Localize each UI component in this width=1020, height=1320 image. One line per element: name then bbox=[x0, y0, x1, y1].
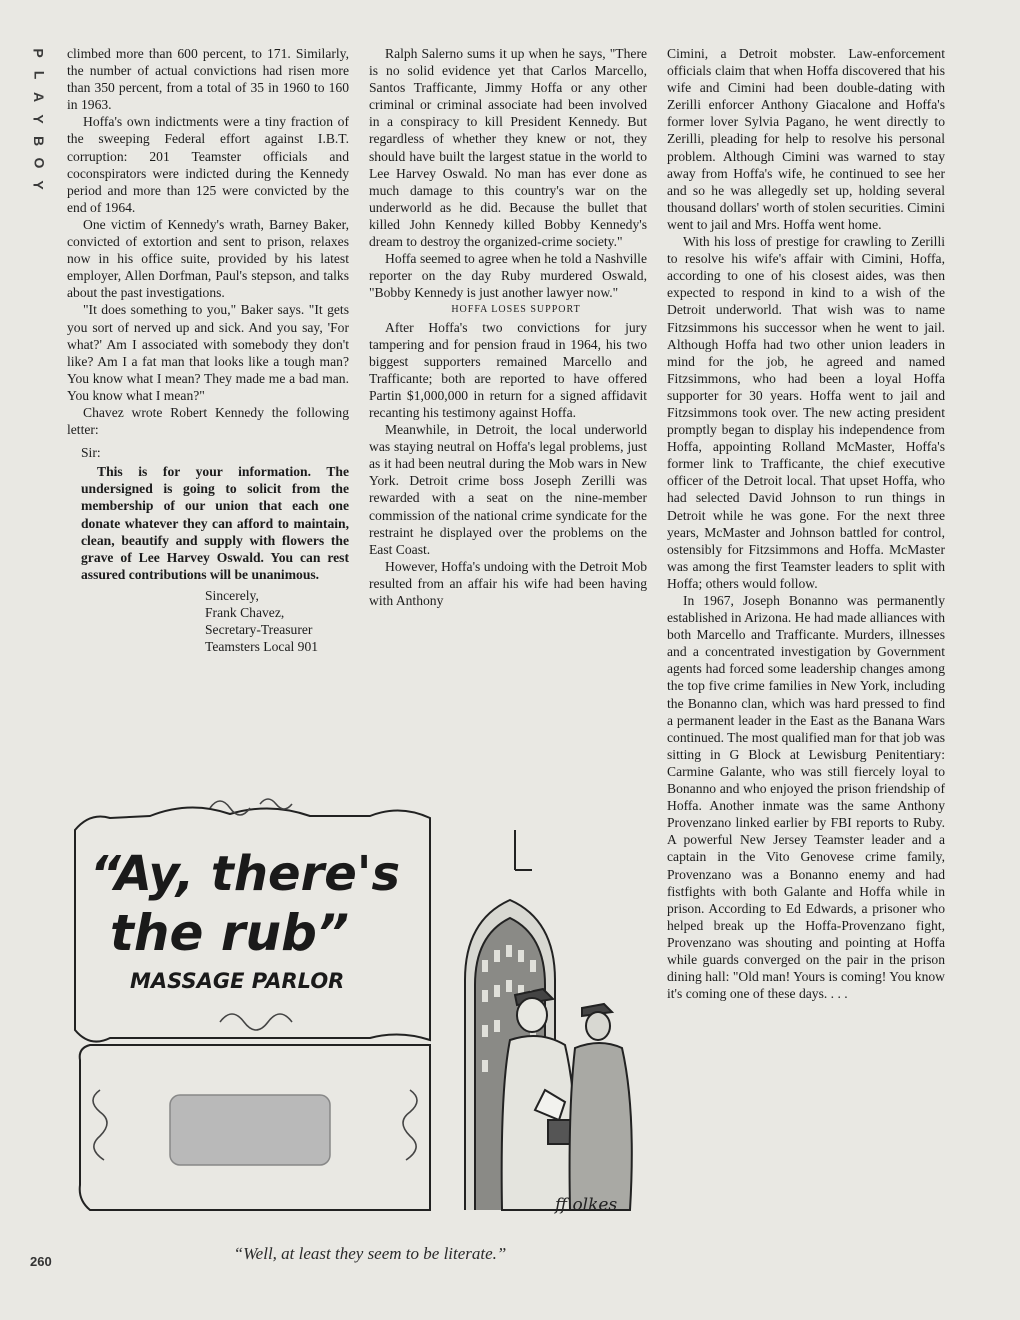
cartoon-caption: “Well, at least they seem to be literate.” bbox=[233, 1244, 507, 1263]
article-column-2 bbox=[369, 45, 647, 609]
spine-letter: L bbox=[31, 70, 47, 80]
signature-title: Secretary-Treasurer bbox=[205, 622, 313, 638]
letter-signature bbox=[205, 587, 349, 655]
sign-text-line3: MASSAGE PARLOR bbox=[130, 969, 345, 993]
paragraph: Hoffa seemed to agree when he told a Nashville reporter on the day Ruby murdered Oswald, "Bobby Kennedy is just another lawyer now." bbox=[369, 251, 647, 301]
paragraph: Chavez wrote Robert Kennedy the following letter: bbox=[67, 404, 349, 438]
cartoon-illustration bbox=[70, 790, 650, 1230]
paragraph: Meanwhile, in Detroit, the local underworld was staying neutral on Hoffa's legal problems, just as it had been neutral during the Mob wars in New York. Detroit crime boss Joseph Zerilli was rewarded with a seat on the nine-member commission of the national crime syndicate for the restraint he displayed over the problems on the East Coast. bbox=[369, 422, 647, 557]
sign-text-line1: “Ay, there's bbox=[90, 846, 401, 902]
sign-text-line2: the rub” bbox=[110, 904, 350, 962]
signature-name: Frank Chavez, bbox=[205, 605, 285, 620]
paragraph: climbed more than 600 percent, to 171. Similarly, the number of actual convictions had risen more than 350 percent, from a total of 35 in 1960 to 160 in 1963. bbox=[67, 46, 349, 113]
paragraph: Ralph Salerno sums it up when he says, "There is no solid evidence yet that Carlos Marcello, Santos Trafficante, Jimmy Hoffa or any other criminal or criminal associate had been involved in a conspiracy to kill President Kennedy. But regardless of whether they knew or not, they should have built the largest statue in the world to Lee Harvey Oswald. No man has ever done as much damage to this country's war on the underworld as he did. Because the bullet that killed John Kennedy killed Bobby Kennedy's dream to destroy the organized-crime society." bbox=[369, 46, 647, 250]
signature-close: Sincerely, bbox=[205, 587, 259, 603]
artist-signature: ff olkes bbox=[555, 1195, 618, 1215]
paragraph: "It does something to you," Baker says. "It gets you sort of nerved up and sick. And you say, 'For what?' Am I associated with somebody they don't like? Am I a fat man that looks like a tough man? You know what I mean? They made me a bad man. You know what I mean?" bbox=[67, 302, 349, 403]
spine-magazine-name bbox=[28, 42, 50, 196]
letter-salutation: Sir: bbox=[81, 445, 101, 461]
page-number: 260 bbox=[30, 1254, 52, 1269]
chavez-letter bbox=[81, 444, 349, 655]
spine-letter: O bbox=[30, 157, 47, 169]
paragraph: After Hoffa's two convictions for jury tampering and for pension fraud in 1964, his two biggest supporters remained Marcello and Trafficante; both are reported to have offered Partin $1,000,000 in return for a signed affidavit recanting his testimony against Hoffa. bbox=[369, 319, 647, 420]
paragraph: One victim of Kennedy's wrath, Barney Baker, convicted of extortion and sent to prison, relaxes now in his office suite, provided by his latest employer, Allen Dorfman, Paul's stepson, and talks about the past investigations. bbox=[67, 216, 349, 301]
article-column-3 bbox=[667, 45, 945, 1002]
section-subhead: HOFFA LOSES SUPPORT bbox=[451, 304, 581, 316]
paragraph: Cimini, a Detroit mobster. Law-enforcement officials claim that when Hoffa discovered that his wife and Cimini had been double-dating with Zerilli enforcer Anthony Giacalone and Hoffa's former lover Sylvia Pagano, he went directly to Zerilli, pleading for help to resolve his personal problem. Although Cimini was warned to stay away from Hoffa's wife, he continued to see her and so he was allegedly set up, holding several thousand dollars' worth of stolen securities. Cimini went to jail and Mrs. Hoffa went home. bbox=[667, 46, 945, 232]
paragraph: In 1967, Joseph Bonanno was permanently established in Arizona. He had made alliances with both Marcello and Trafficante. Murders, illnesses and a concentrated investigation by Government agents had forced some leadership changes among the top five crime families in New York, including the Bonanno clan, which was hard pressed to find a permanent leader in the East as the Banana Wars continued. The most qualified man for that job was sitting in G Block at Lewisburg Penitentiary: Carmine Galante, who was still fiercely loyal to Bonanno and who enjoyed the prison friendship of Hoffa. Another inmate was the same Anthony Provenzano linked earlier by FBI reports to Ruby. A powerful New Jersey Teamster leader and a captain in the Vito Genovese crime family, Provenzano was a Bonanno enemy and had fistfights with both Galante and Hoffa while in prison. According to Ed Edwards, a prisoner who helped break up the Hoffa-Provenzano fight, Provenzano was shouting and pointing at Hoffa while guards converged on the pair in the prison dining hall: "Old man! Yours is coming! You know it's coming one of these days. . . . bbox=[667, 593, 945, 1002]
paragraph: Hoffa's own indictments were a tiny fraction of the sweeping Federal effort against I.B.T. corruption: 201 Teamster officials and coconspirators were indicted during the Kennedy period and more than 125 were convicted by the end of 1964. bbox=[67, 114, 349, 215]
letter-body: This is for your information. The undersigned is going to solicit from the membership of our union that each one donate whatever they can afford to maintain, clean, beautify and supply with flowers the grave of Lee Harvey Oswald. You can rest assured contributions will be unanimous. bbox=[81, 464, 349, 582]
spine-letter: A bbox=[31, 91, 47, 103]
blank-plaque bbox=[170, 1095, 330, 1165]
signature-org: Teamsters Local 901 bbox=[205, 639, 319, 655]
man-in-hat bbox=[570, 1004, 632, 1210]
spine-letter: Y bbox=[31, 114, 47, 124]
paragraph: With his loss of prestige for crawling to Zerilli to resolve his wife's affair with Cimini, Hoffa, according to one of his closest aides, was then expected to respond in kind to a wish of the Detroit underworld. That wish was to name Fitzsimmons his successor when he went to jail. Although Hoffa had two other union leaders in mind for the job, he agreed and named Fitzsimmons, who had been a loyal Hoffa supporter for 30 years. Hoffa went to jail and Fitzsimmons took over. The new acting president promptly began to display his independence from Hoffa, appointing Rolland McMaster, Hoffa's former link to Trafficante, the chief executive officer of the Detroit local. That upset Hoffa, who had selected David Johnson to run things in Detroit while he was gone. For the next three years, McMaster and Johnson battled for control, ostensibly for Fitzsimmons and Hoffa. McMaster was among the first Teamster leaders to split with Hoffa; others would follow. bbox=[667, 234, 945, 591]
spine-letter: B bbox=[31, 135, 47, 147]
spine-letter: Y bbox=[31, 180, 47, 190]
paragraph: However, Hoffa's undoing with the Detroit Mob resulted from an affair his wife had been having with Anthony bbox=[369, 558, 647, 608]
article-column-1 bbox=[67, 45, 349, 655]
spine-letter: P bbox=[31, 48, 47, 58]
